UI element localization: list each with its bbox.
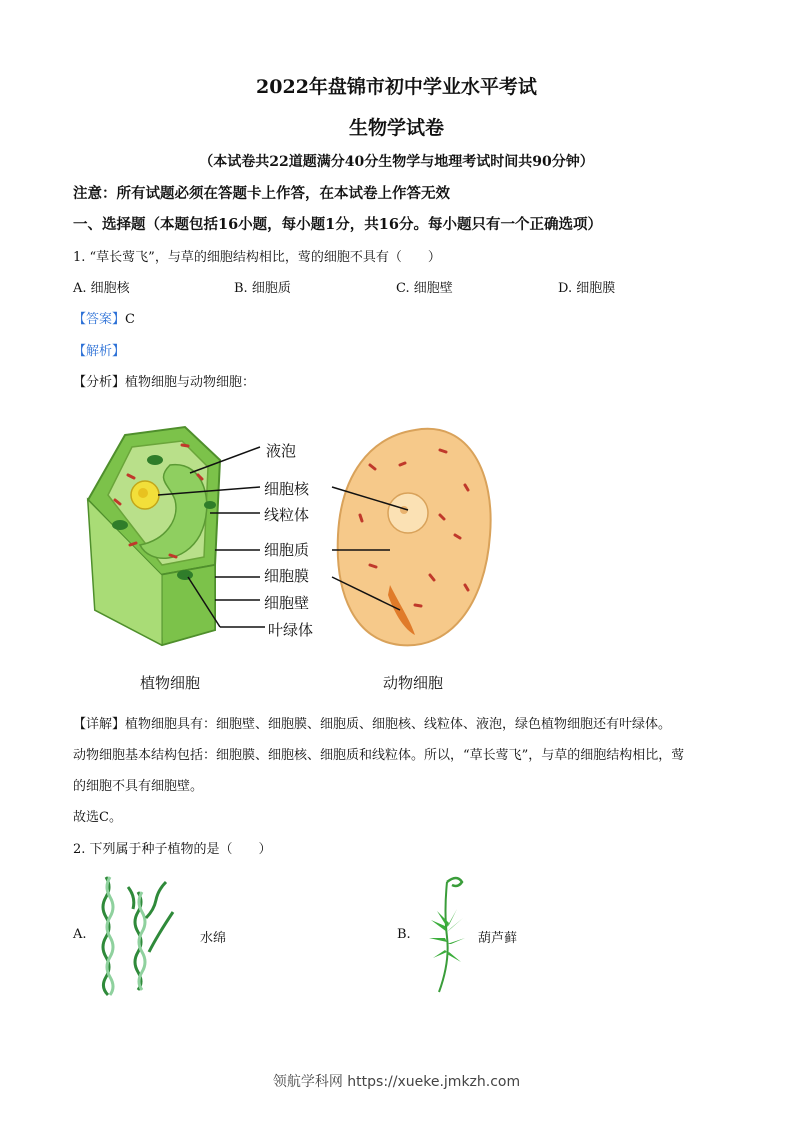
q2-option-b-letter: B. bbox=[397, 927, 411, 942]
q2-stem: 2. 下列属于种子植物的是（ ） bbox=[73, 842, 272, 857]
footer-source: 领航学科网 https://xueke.jmkzh.com bbox=[272, 1074, 521, 1090]
exam-notice: 注意：所有试题必须在答题卡上作答，在本试卷上作答无效 bbox=[73, 185, 450, 202]
label-nucleus: 细胞核 bbox=[264, 480, 310, 498]
exam-title: 2022年盘锦市初中学业水平考试 bbox=[256, 76, 537, 98]
section-heading: 一、选择题（本题包括16小题，每小题1分，共16分。每小题只有一个正确选项） bbox=[73, 216, 602, 233]
detail-prefix: 【详解】 bbox=[73, 717, 126, 732]
analysis-tag: 【解析】 bbox=[73, 344, 126, 359]
analysis-prefix: 【分析】 bbox=[73, 375, 126, 390]
q1-detail-line3: 的细胞不具有细胞壁。 bbox=[73, 779, 204, 794]
answer-value: C bbox=[125, 312, 135, 327]
label-mitochondria: 线粒体 bbox=[264, 506, 310, 524]
q1-option-b: B. 细胞质 bbox=[234, 281, 291, 296]
q1-option-d: D. 细胞膜 bbox=[558, 281, 616, 296]
q1-detail-line1 bbox=[73, 713, 671, 732]
analysis-text: 植物细胞与动物细胞： bbox=[125, 375, 256, 390]
q2-option-a-letter: A. bbox=[73, 927, 87, 942]
label-chloroplast: 叶绿体 bbox=[268, 621, 314, 639]
exam-subtitle: 生物学试卷 bbox=[348, 117, 444, 139]
moss-image bbox=[425, 872, 470, 997]
label-vacuole: 液泡 bbox=[266, 442, 297, 460]
answer-tag: 【答案】 bbox=[73, 312, 126, 327]
q2-option-b-name: 葫芦藓 bbox=[478, 931, 518, 946]
q2-option-a-name: 水绵 bbox=[200, 931, 227, 946]
label-cell-wall: 细胞壁 bbox=[264, 594, 310, 612]
q1-option-c: C. 细胞壁 bbox=[396, 281, 453, 296]
q1-conclusion: 故选C。 bbox=[73, 810, 122, 825]
label-cell-membrane: 细胞膜 bbox=[264, 567, 310, 585]
animal-cell-caption: 动物细胞 bbox=[383, 674, 444, 692]
q1-option-a: A. 细胞核 bbox=[73, 281, 130, 296]
q1-answer-line bbox=[73, 308, 135, 327]
q1-analysis-line bbox=[73, 371, 255, 390]
detail-text-1: 植物细胞具有：细胞壁、细胞膜、细胞质、细胞核、线粒体、液泡，绿色植物细胞还有叶绿体。 bbox=[125, 717, 672, 732]
exam-note: （本试卷共22道题满分40分生物学与地理考试时间共90分钟） bbox=[199, 154, 594, 170]
q1-detail-line2: 动物细胞基本结构包括：细胞膜、细胞核、细胞质和线粒体。所以，“草长莺飞”，与草的细胞结构相比，莺 bbox=[73, 748, 685, 763]
spirogyra-image bbox=[98, 872, 183, 997]
q1-stem: 1. “草长莺飞”，与草的细胞结构相比，莺的细胞不具有（ ） bbox=[73, 250, 441, 265]
plant-cell-caption: 植物细胞 bbox=[140, 674, 201, 692]
label-cytoplasm: 细胞质 bbox=[264, 541, 310, 559]
animal-cell bbox=[338, 429, 491, 646]
plant-cell bbox=[88, 427, 220, 645]
